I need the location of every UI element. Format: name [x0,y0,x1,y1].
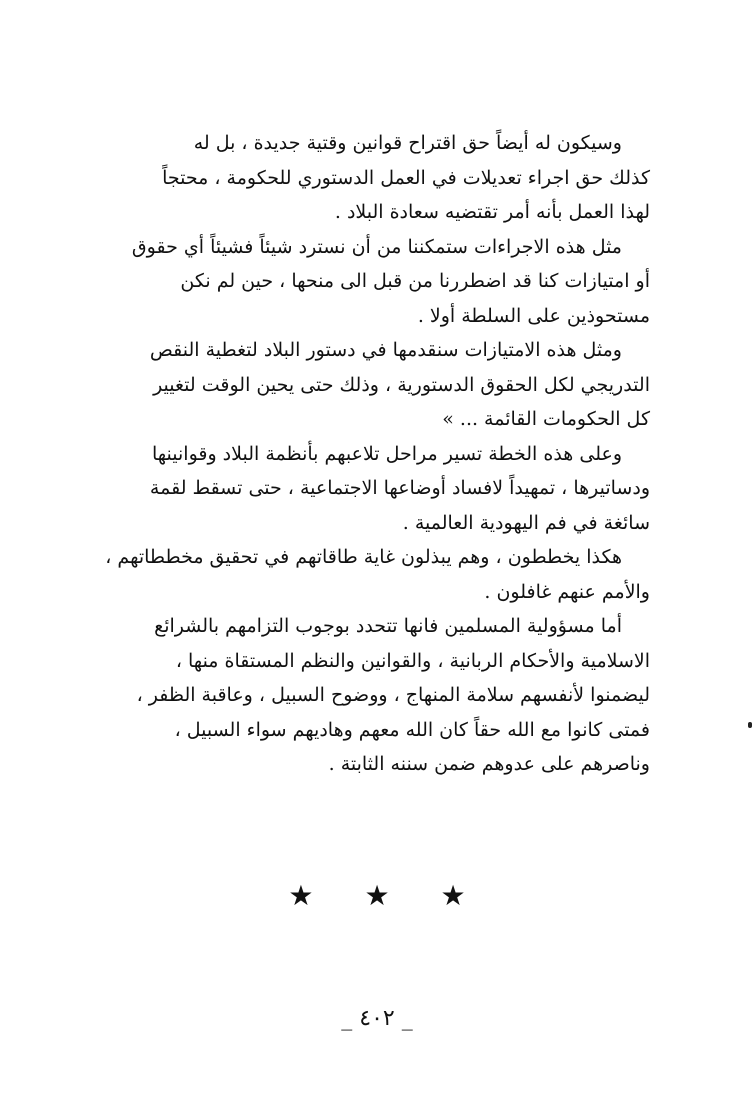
section-separator [0,876,754,916]
text-line: ليضمنوا لأنفسهم سلامة المنهاج ، ووضوح السبيل ، وعاقبة الظفر ، [136,684,650,706]
text-line: هكذا يخططون ، وهم يبذلون غاية طاقاتهم في تحقيق مخططاتهم ، [105,546,622,568]
body-text [80,126,650,782]
page-number: _ ٤٠٢ _ [341,1006,413,1031]
paragraph-3 [80,333,650,437]
scan-speck [748,722,752,728]
text-line: كل الحكومات القائمة ... » [442,408,650,430]
text-line: الاسلامية والأحكام الربانية ، والقوانين والنظم المستقاة منها ، [175,649,650,672]
text-line: ومثل هذه الامتيازات سنقدمها في دستور البلاد لتغطية النقص [149,339,622,361]
star-icon: ★ [364,879,390,912]
text-line: التدريجي لكل الحقوق الدستورية ، وذلك حتى يحين الوقت لتغيير [153,373,650,396]
paragraph-6 [80,609,650,782]
text-line: وعلى هذه الخطة تسير مراحل تلاعبهم بأنظمة البلاد وقوانينها [151,442,622,465]
text-line: أو امتيازات كنا قد اضطررنا من قبل الى منحها ، حين لم نكن [180,270,650,292]
text-line: مثل هذه الاجراءات ستمكننا من أن نسترد شيئاً فشيئاً أي حقوق [131,235,622,258]
text-line: أما مسؤولية المسلمين فانها تتحدد بوجوب التزامهم بالشرائع [154,615,622,637]
paragraph-1 [80,126,650,230]
text-line: ودساتيرها ، تمهيداً لافساد أوضاعها الاجتماعية ، حتى تسقط لقمة [149,477,650,499]
text-line: سائغة في فم اليهودية العالمية . [402,511,650,534]
text-line: لهذا العمل بأنه أمر تقتضيه سعادة البلاد . [334,201,650,223]
star-icon: ★ [440,879,466,912]
text-line: كذلك حق اجراء تعديلات في العمل الدستوري للحكومة ، محتجاً [162,166,650,189]
text-line: فمتى كانوا مع الله حقاً كان الله معهم وهاديهم سواء السبيل ، [174,718,650,741]
text-line: مستحوذين على السلطة أولا . [417,304,650,327]
text-line: وسيكون له أيضاً حق اقتراح قوانين وقتية جديدة ، بل له [193,132,622,154]
paragraph-2 [80,230,650,334]
paragraph-4 [80,437,650,541]
text-line: والأمم عنهم غافلون . [484,580,650,603]
text-line: وناصرهم على عدوهم ضمن سننه الثابتة . [328,753,650,775]
paragraph-5 [80,540,650,609]
star-icon: ★ [288,879,314,912]
